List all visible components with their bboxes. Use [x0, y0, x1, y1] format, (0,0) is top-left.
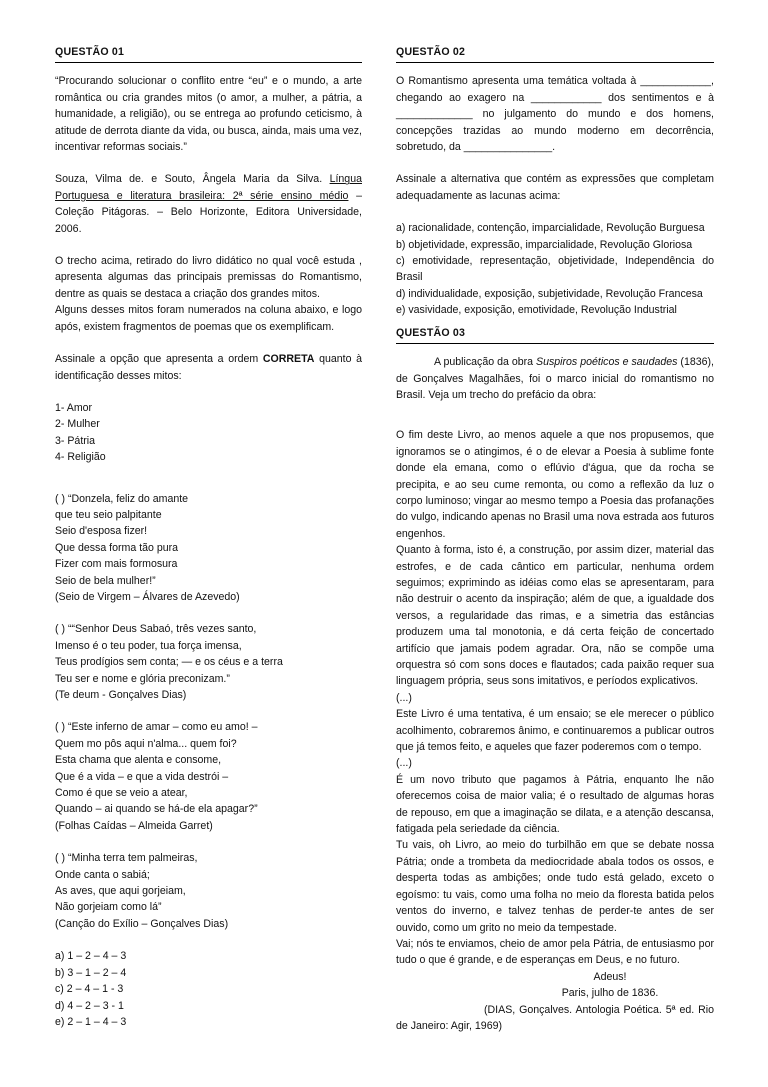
q2-option-a[interactable]: a) racionalidade, contenção, imparcialidade, Revolução Burguesa: [396, 222, 705, 235]
q1-intro-2: Alguns desses mitos foram numerados na coluna abaixo, e logo após, existem fragmentos de poemas que os exemplificam.: [55, 304, 362, 333]
q3-para-3: Este Livro é uma tentativa, é um ensaio; se ele merecer o público acolhimento, cobraremos ânimo, e continuaremos a publicar outros que já temos feito, e aqueles que fazer poderemos com o tempo.: [396, 708, 714, 754]
q1-poem-4: ( ) “Minha terra tem palmeiras, Onde canta o sabiá; As aves, que aqui gorjeiam, Não gorjeiam como lá” (Canção do Exílio – Gonçalves Dias): [55, 852, 229, 930]
right-column: [396, 44, 714, 1034]
q3-para-4: É um novo tributo que pagamos à Pátria, enquanto lhe não oferecemos coisa de maior valia; é o resultado de algumas horas de repouso, em que a imaginação se dilata, e a atenção descansa, fatigada pela seriedade da ciência.: [396, 773, 714, 836]
list-item: 2- Mulher: [55, 418, 100, 431]
list-item: 4- Religião: [55, 451, 106, 464]
q3-intro-pre: A publicação da obra: [434, 356, 534, 369]
q3-para-2: Quanto à forma, isto é, a construção, por assim dizer, material das estrofes, e de cada cântico em particular, nenhuma ordem seguimos; exprimindo as idéias como elas se apresentaram, para não destruir o acento da inspiração; além de que, a igualdade dos versos, a regularidade das rimas, e a simetria das estâncias produzem uma tal monotonia, e dá certa feição de concertado artifício que jamais podem agradar. Ora, não se compõe uma orquestra só com sons doces e flautados; cada paixão requer sua linguagem própria, seus sons imitativos, e períodos explicativos.: [396, 544, 714, 688]
list-item: 1- Amor: [55, 401, 93, 414]
q3-ellipsis-1: (...): [396, 691, 412, 704]
q1-option-d[interactable]: d) 4 – 2 – 3 - 1: [55, 999, 124, 1012]
q1-ref-title: Língua Portuguesa e literatura brasileira: 2ª série ensino médio: [55, 173, 362, 202]
q3-intro-title: Suspiros poéticos e saudades: [536, 356, 678, 369]
q1-intro-1: O trecho acima, retirado do livro didático no qual você estuda , apresenta algumas das principais premissas do Romantismo, dentre as quais se destaca a criação dos grandes mitos.: [55, 255, 362, 300]
list-item: 3- Pátria: [55, 434, 96, 447]
q1-quote: “Procurando solucionar o conflito entre “eu” e o mundo, a arte romântica ou cria grandes mitos (o amor, a mulher, a pátria, a humanidade, a religião), ou se entrega ao profundo ceticismo, à atitude de derrota diante da vida, ou busca, ainda, mais uma vez, incentivar reformas sociais.”: [55, 75, 362, 154]
q3-place-date: Paris, julho de 1836.: [561, 987, 659, 1000]
q1-heading: QUESTÃO 01: [55, 44, 362, 63]
left-column: [55, 44, 362, 1046]
q1-ref-authors: Souza, Vilma de. e Souto, Ângela Maria da Silva.: [55, 173, 323, 186]
q3-heading: QUESTÃO 03: [396, 325, 714, 344]
q3-para-5: Tu vais, oh Livro, ao meio do turbilhão em que se debate nossa Pátria; onde a trombeta da mediocridade abala todos os ossos, e desperta todas as ambições; onde tudo está gelado, exceto o egoísmo: tu vais, como uma folha no meio da floresta batida pelos ventos do inverno, e talvez tenhas de perder-te antes de ser ouvido, como um grito no meio da tempestade.: [396, 839, 714, 934]
q1-option-c[interactable]: c) 2 – 4 – 1 - 3: [55, 983, 124, 996]
q1-ref-rest: – Coleção Pitágoras. – Belo Horizonte, Editora Universidade, 2006.: [55, 189, 362, 235]
q1-poem-2: ( ) ““Senhor Deus Sabaó, três vezes santo, Imenso é o teu poder, tua força imensa, Teus prodígios sem conta; — e os céus e a terra Teu ser e nome e glória preconizam.” (Te deum - Gonçalves Dias): [55, 623, 283, 701]
q1-instr-bold: CORRETA: [262, 353, 315, 366]
q3-farewell: Adeus!: [593, 970, 627, 983]
q1-reference: [55, 171, 362, 237]
q3-para-1: O fim deste Livro, ao menos aquele a que nos propusemos, que ignoramos se o atingimos, é o de elevar a Poesia à sublime fonte donde ela emana, como o eflúvio d'água, que da rocha se precipita, e ao seu cume remonta, ou como a reflexão da luz o corpo luminoso; vingar ao mesmo tempo a Poesia das profanações do vulgo, indicando apenas no Brasil uma nova estrada aos futuros engenhos.: [396, 429, 714, 540]
q1-instr-post: quanto à identificação desses mitos:: [55, 353, 362, 382]
q1-instruction: [55, 351, 362, 384]
q2-heading: QUESTÃO 02: [396, 44, 714, 63]
q1-options: [55, 948, 362, 1030]
q2-statement: O Romantismo apresenta uma temática voltada à ____________, chegando ao exagero na ____________ dos sentimentos e à _____________ no julgamento do mundo e dos homens, concepções trazidas ao mundo moderno em decorrência, sobretudo, da _______________.: [396, 75, 714, 154]
q1-option-a[interactable]: a) 1 – 2 – 4 – 3: [55, 950, 127, 963]
q2-option-c[interactable]: c) emotividade, representação, objetividade, Independência do Brasil: [396, 255, 714, 284]
q3-intro: [396, 354, 714, 403]
q3-para-6: Vai; nós te enviamos, cheio de amor pela Pátria, de entusiasmo por tudo o que é grande, e de esperanças em Deus, e no futuro.: [396, 937, 714, 967]
q3-citation: (DIAS, Gonçalves. Antologia Poética. 5ª ed. Rio de Janeiro: Agir, 1969): [396, 1003, 714, 1032]
q1-poem-1: ( ) “Donzela, feliz do amante que teu seio palpitante Seio d'esposa fizer! Que dessa forma tão pura Fizer com mais formosura Seio de bela mulher!” (Seio de Virgem – Álvares de Azevedo): [55, 492, 240, 603]
q2-option-b[interactable]: b) objetividade, expressão, imparcialidade, Revolução Gloriosa: [396, 238, 693, 251]
q3-ellipsis-2: (...): [396, 757, 412, 770]
q3-intro-post: (1836), de Gonçalves Magalhães, foi o marco inicial do romantismo no Brasil. Veja um trecho do prefácio da obra:: [396, 356, 714, 401]
q1-instr-pre: Assinale a opção que apresenta a ordem: [55, 353, 259, 366]
q1-option-b[interactable]: b) 3 – 1 – 2 – 4: [55, 966, 127, 979]
q2-options: [396, 220, 714, 318]
q1-myth-list: [55, 400, 362, 466]
q2-option-e[interactable]: e) vasividade, exposição, emotividade, Revolução Industrial: [396, 304, 677, 317]
q2-instruction: Assinale a alternativa que contém as expressões que completam adequadamente as lacunas acima:: [396, 173, 714, 202]
q2-option-d[interactable]: d) individualidade, exposição, subjetividade, Revolução Francesa: [396, 287, 703, 300]
q1-option-e[interactable]: e) 2 – 1 – 4 – 3: [55, 1015, 127, 1028]
q1-poem-3: ( ) “Este inferno de amar – como eu amo! – Quem mo pôs aqui n'alma... quem foi? Esta chama que alenta e consome, Que é a vida – e que a vida destrói – Como é que se veio a atear, Quando – ai quando se há-de ela apagar?” (Folhas Caídas – Almeida Garret): [55, 721, 258, 832]
